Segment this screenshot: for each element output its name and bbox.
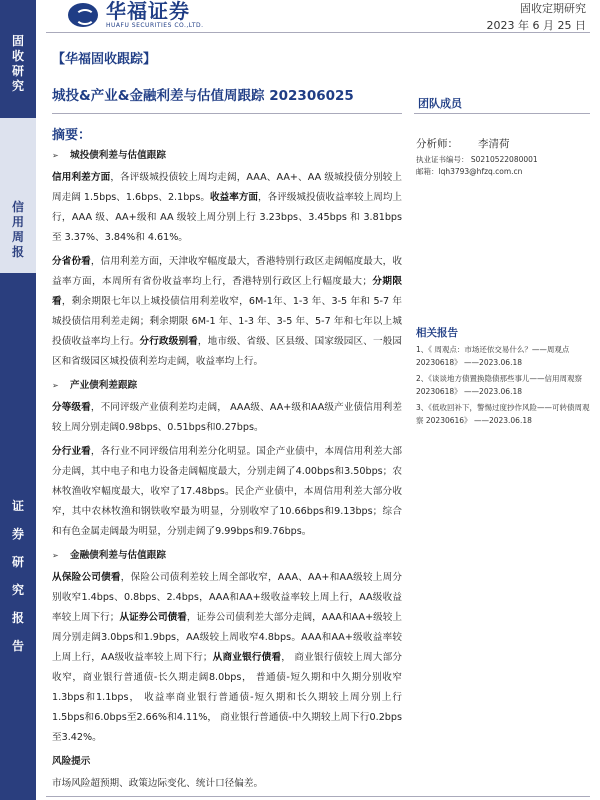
- arrow-bullet-icon: ➢: [52, 381, 59, 390]
- sidebar-bottom-label: 证 券 研 究 报 告: [11, 499, 24, 653]
- paragraph: 信用利差方面，各评级城投债较上周均走阔，AAA、AA+、AA 级城投债分别较上周走阔 1.5bps、1.6bps、2.1bps。收益率方面，各评级城投债收益率较上周均上行，AAA 级、AA+级和 AA 级较上周分别上行 3.23bps、3.45bps 和 3.81bps 至 3.37%、3.84%和 4.61%。: [52, 172, 403, 243]
- logo-mark-icon: [68, 3, 98, 27]
- section-heading: ➢ 金融债利差与估值跟踪: [52, 546, 402, 566]
- section-heading: ➢ 产业债利差跟踪: [52, 376, 402, 396]
- risk-heading: 风险提示: [52, 756, 91, 767]
- analyst-email[interactable]: 邮箱：lqh3793@hfzq.com.cn: [416, 167, 523, 176]
- doc-type: 固收定期研究: [520, 2, 586, 15]
- paragraph: 分等级看，不同评级产业债利差均走阔， AAA级、AA+级和AA级产业债信用利差较上周分别走阔0.98bps、0.51bps和0.27bps。: [52, 402, 402, 433]
- paragraph: 分省份看，信用利差方面，天津收窄幅度最大，香港特别行政区走阔幅度最大，收益率方面，本周所有省份收益率均上行，香港特别行政区上行幅度最大；分期限看，剩余期限七年以上城投债信用利差收窄，6M-1年、1-3 年、3-5 年和 5-7 年城投债信用利差走阔；剩余期限 6M-1 年、1-3 年、3-5 年、5-7 年和七年以上城投债收益率均上行。分行政级别看，地市级、省级、区县级、国家级园区、一般园区和省级园区城投债利差均走阔，收益率均上行。: [52, 256, 403, 367]
- paragraph: 分行业看，各行业不同评级信用利差分化明显。国企产业债中，本周信用利差大部分走阔，其中电子和电力设备走阔幅度最大，分别走阔了4.00bps和3.50bps；农林牧渔收窄幅度最大，收窄了17.48bps。民企产业债中，本周信用利差大部分收窄，其中农林牧渔和钢铁收窄最为明显，分别收窄了10.66bps和9.13bps；综合和有色金属走阔最为明显，分别走阔了9.99bps和9.76bps。: [52, 446, 403, 537]
- sidebar-mid-label: 信 用 周 报: [11, 200, 24, 259]
- report-date: 2023 年 6 月 25 日: [486, 19, 586, 32]
- left-sidebar: [0, 0, 36, 800]
- analyst-license: 执业证书编号： S0210522080001: [416, 155, 538, 164]
- footer-divider: [46, 796, 590, 797]
- analyst-role: 分析师：: [416, 138, 458, 150]
- team-label: 团队成员: [418, 97, 462, 110]
- page-title: 城投&产业&金融利差与估值周跟踪 202306025: [52, 88, 354, 104]
- related-reports: [416, 325, 590, 427]
- team-divider: [414, 113, 590, 114]
- title-divider: [52, 113, 402, 114]
- logo-text: 华福证券: [106, 0, 190, 23]
- abstract-heading: 摘要：: [52, 128, 92, 143]
- related-report-item[interactable]: 1、《 周观点：市场还依交易什么？——周观点 20230618》 ——2023.06.18: [416, 345, 570, 367]
- analyst-name: 李清荷: [478, 138, 510, 150]
- company-logo: [68, 0, 204, 30]
- paragraph: 从保险公司债看，保险公司债利差较上周全部收窄，AAA、AA+和AA级较上周分别收窄1.4bps、0.8bps、2.4bps，AAA和AA+级收益率较上周上行，AA级收益率较上周下行；从证券公司债看，证券公司债利差大部分走阔，AAA和AA+级较上周分别走阔3.0bps和1.9bps，AA级较上周收窄4.8bps。AAA和AA+级收益率较上周上行，AA级收益率较上周下行；从商业银行债看， 商业银行债较上周大部分收窄，商业银行普通债-长久期走阔8.0bps， 普通债-短久期和中久期分别收窄1.3bps和1.1bps， 收益率商业银行普通债-短久期和长久期较上周分别上行1.5bps和6.0bps至2.66%和4.11%， 商业银行普通债-中久期较上周下行0.2bps至3.42%。: [52, 572, 403, 743]
- header-divider: [46, 32, 590, 33]
- arrow-bullet-icon: ➢: [52, 551, 59, 560]
- logo-subtext: HUAFU SECURITIES CO.,LTD.: [106, 22, 204, 29]
- related-report-item[interactable]: 3、《低收回补下，警惕过度抄作风险——可转债周观察 20230616》 ——2023.06.18: [416, 403, 590, 425]
- report-series-tag: 【华福固收跟踪】: [52, 52, 157, 67]
- risk-text: 市场风险超预期、政策边际变化、统计口径偏差。: [52, 778, 264, 789]
- related-reports-title: 相关报告: [416, 327, 458, 339]
- sidebar-top-label: 固 收 研 究: [11, 34, 24, 93]
- arrow-bullet-icon: ➢: [52, 151, 59, 160]
- analyst-block: [416, 136, 590, 178]
- section-heading: ➢ 城投债利差与估值跟踪: [52, 146, 402, 166]
- related-report-item[interactable]: 2、《谈谈地方债置换隐债那些事儿——信用周观察 20230618》 ——2023.06.18: [416, 374, 583, 396]
- abstract-body: [52, 146, 402, 798]
